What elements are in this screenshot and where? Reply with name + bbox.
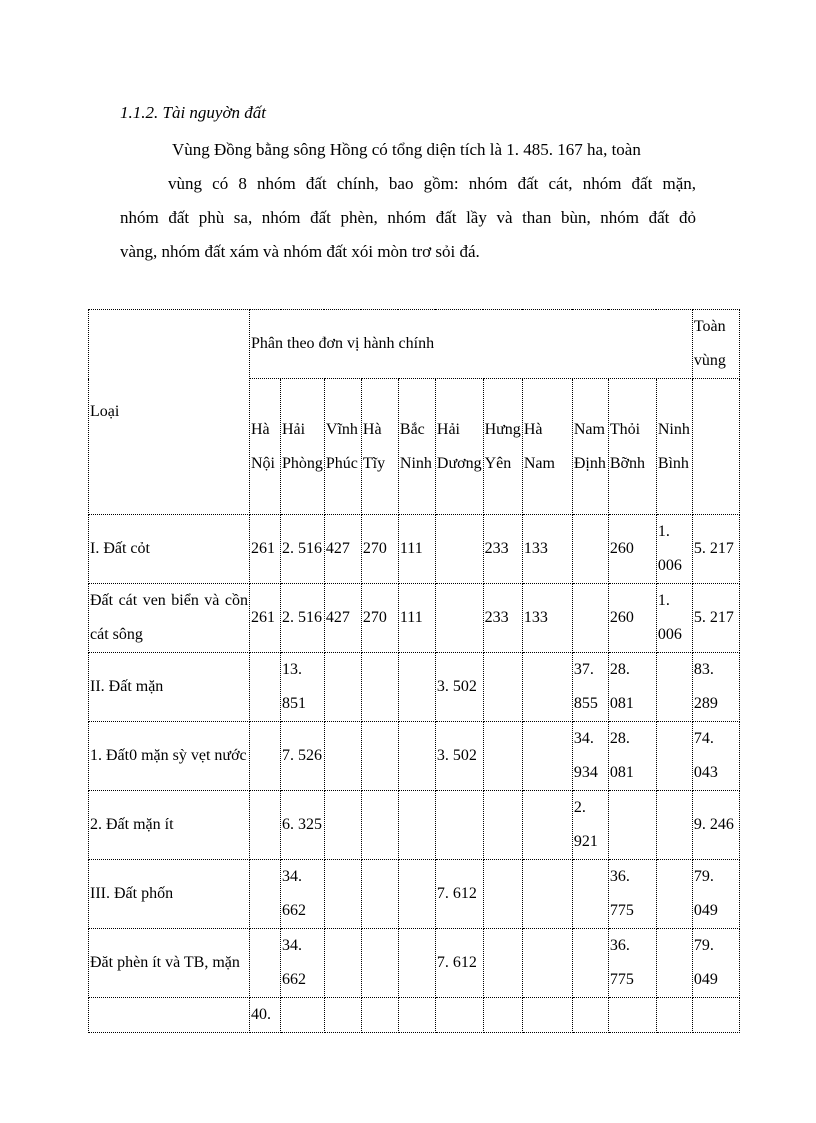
row-label: II. Đất mặn <box>89 653 250 722</box>
table-cell <box>398 722 435 791</box>
table-cell <box>572 515 608 584</box>
table-cell <box>435 515 483 584</box>
table-cell <box>250 929 281 998</box>
province-header: Hà Nam <box>522 379 572 515</box>
total-header: Toàn vùng <box>692 310 739 379</box>
province-header: Nam Định <box>572 379 608 515</box>
table-cell <box>398 998 435 1033</box>
table-cell: 28. 081 <box>608 653 656 722</box>
table-cell: 2. 516 <box>281 515 325 584</box>
table-cell <box>483 791 522 860</box>
table-cell: 233 <box>483 584 522 653</box>
table-cell <box>522 791 572 860</box>
table-cell: 28. 081 <box>608 722 656 791</box>
row-label: Đăt phèn ít và TB, mặn <box>89 929 250 998</box>
table-row <box>89 584 740 653</box>
table-row <box>89 653 740 722</box>
table-cell <box>483 929 522 998</box>
table-cell: 34. 934 <box>572 722 608 791</box>
province-header: Hải Dương <box>435 379 483 515</box>
table-cell <box>250 860 281 929</box>
table-cell <box>398 653 435 722</box>
table-cell: 34. 662 <box>281 929 325 998</box>
table-cell: 9. 246 <box>692 791 739 860</box>
table-cell: 7. 526 <box>281 722 325 791</box>
table-cell: 233 <box>483 515 522 584</box>
table-cell <box>522 722 572 791</box>
table-cell <box>522 929 572 998</box>
table-cell <box>656 722 692 791</box>
province-header: Hưng Yên <box>483 379 522 515</box>
table-cell <box>361 998 398 1033</box>
table-cell: 1. 006 <box>656 515 692 584</box>
table-cell: 3. 502 <box>435 653 483 722</box>
row-label: Đất cát ven biển và cồn cát sông <box>89 584 250 653</box>
intro-line-4: vàng, nhóm đất xám và nhóm đất xói mòn trơ sỏi đá. <box>120 242 480 261</box>
table-cell <box>435 998 483 1033</box>
province-header: Hải Phòng <box>281 379 325 515</box>
table-cell <box>656 791 692 860</box>
table-row <box>89 722 740 791</box>
table-row <box>89 998 740 1033</box>
table-cell: 427 <box>324 515 361 584</box>
table-cell: 7. 612 <box>435 860 483 929</box>
table-cell: 79. 049 <box>692 860 739 929</box>
table-cell: 13. 851 <box>281 653 325 722</box>
table-cell: 79. 049 <box>692 929 739 998</box>
province-header: Bắc Ninh <box>398 379 435 515</box>
table-cell: 6. 325 <box>281 791 325 860</box>
table-cell: 2. 516 <box>281 584 325 653</box>
table-cell <box>361 860 398 929</box>
table-cell <box>361 653 398 722</box>
table-cell: 1. 006 <box>656 584 692 653</box>
table-cell <box>656 653 692 722</box>
table-cell <box>398 791 435 860</box>
table-cell: 3. 502 <box>435 722 483 791</box>
table-cell: 427 <box>324 584 361 653</box>
admin-group-header: Phân theo đơn vị hành chính <box>250 310 693 379</box>
table-cell: 83. 289 <box>692 653 739 722</box>
row-label: III. Đất phốn <box>89 860 250 929</box>
table-cell: 261 <box>250 584 281 653</box>
total-header-continued <box>692 379 739 515</box>
table-cell <box>324 860 361 929</box>
row-label <box>89 998 250 1033</box>
table-cell: 40. <box>250 998 281 1033</box>
table-cell: 260 <box>608 515 656 584</box>
table-cell <box>572 929 608 998</box>
table-cell <box>656 929 692 998</box>
table-cell <box>324 791 361 860</box>
table-cell <box>435 584 483 653</box>
table-cell <box>250 653 281 722</box>
table-cell: 2. 921 <box>572 791 608 860</box>
table-cell <box>361 791 398 860</box>
table-cell: 261 <box>250 515 281 584</box>
table-cell: 36. 775 <box>608 860 656 929</box>
table-cell: 133 <box>522 584 572 653</box>
table-cell: 270 <box>361 515 398 584</box>
intro-line-3: nhóm đất phù sa, nhóm đất phèn, nhóm đất lầy và than bùn, nhóm đất đỏ <box>120 208 696 227</box>
table-cell <box>522 860 572 929</box>
table-cell <box>483 653 522 722</box>
table-cell <box>656 998 692 1033</box>
table-cell: 74. 043 <box>692 722 739 791</box>
table-cell <box>361 722 398 791</box>
table-cell <box>483 722 522 791</box>
table-cell: 34. 662 <box>281 860 325 929</box>
intro-line-1: Vùng Đồng bằng sông Hồng có tổng diện tích là 1. 485. 167 ha, toàn <box>172 140 641 159</box>
province-header: Vĩnh Phúc <box>324 379 361 515</box>
table-cell: 111 <box>398 584 435 653</box>
row-label: I. Đất cỏt <box>89 515 250 584</box>
table-cell: 270 <box>361 584 398 653</box>
table-row <box>89 860 740 929</box>
table-cell <box>324 722 361 791</box>
province-header: Hà Nội <box>250 379 281 515</box>
table-cell: 5. 217 <box>692 584 739 653</box>
table-cell: 36. 775 <box>608 929 656 998</box>
table-row <box>89 791 740 860</box>
table-cell <box>483 998 522 1033</box>
table-cell: 111 <box>398 515 435 584</box>
table-cell <box>572 584 608 653</box>
table-cell <box>656 860 692 929</box>
table-cell <box>361 929 398 998</box>
table-cell <box>281 998 325 1033</box>
table-cell <box>324 998 361 1033</box>
table-row <box>89 929 740 998</box>
province-header: Thỏi Bỡnh <box>608 379 656 515</box>
table-cell <box>398 860 435 929</box>
intro-paragraph <box>120 133 696 167</box>
table-cell <box>608 791 656 860</box>
table-cell <box>522 653 572 722</box>
row-label: 2. Đất mặn ít <box>89 791 250 860</box>
land-resource-table <box>88 309 740 1033</box>
table-cell <box>398 929 435 998</box>
table-cell <box>324 653 361 722</box>
table-cell <box>608 998 656 1033</box>
table-cell: 5. 217 <box>692 515 739 584</box>
table-row <box>89 515 740 584</box>
table-cell: 37. 855 <box>572 653 608 722</box>
table-cell <box>250 722 281 791</box>
province-header: Ninh Bình <box>656 379 692 515</box>
table-cell <box>324 929 361 998</box>
intro-line-2: vùng có 8 nhóm đất chính, bao gồm: nhóm đất cát, nhóm đất mặn, <box>168 174 696 193</box>
section-heading: 1.1.2. Tài nguyờn đất <box>120 103 267 122</box>
table-cell: 260 <box>608 584 656 653</box>
table-cell <box>435 791 483 860</box>
table-cell: 133 <box>522 515 572 584</box>
table-cell <box>250 791 281 860</box>
table-cell <box>692 998 739 1033</box>
table-cell <box>522 998 572 1033</box>
table-cell <box>483 860 522 929</box>
table-cell <box>572 860 608 929</box>
table-cell <box>572 998 608 1033</box>
table-cell: 7. 612 <box>435 929 483 998</box>
province-header: Hà Tĩy <box>361 379 398 515</box>
row-header-label: Loại <box>89 310 250 515</box>
row-label: 1. Đất0 mặn sỳ vẹt nước <box>89 722 250 791</box>
